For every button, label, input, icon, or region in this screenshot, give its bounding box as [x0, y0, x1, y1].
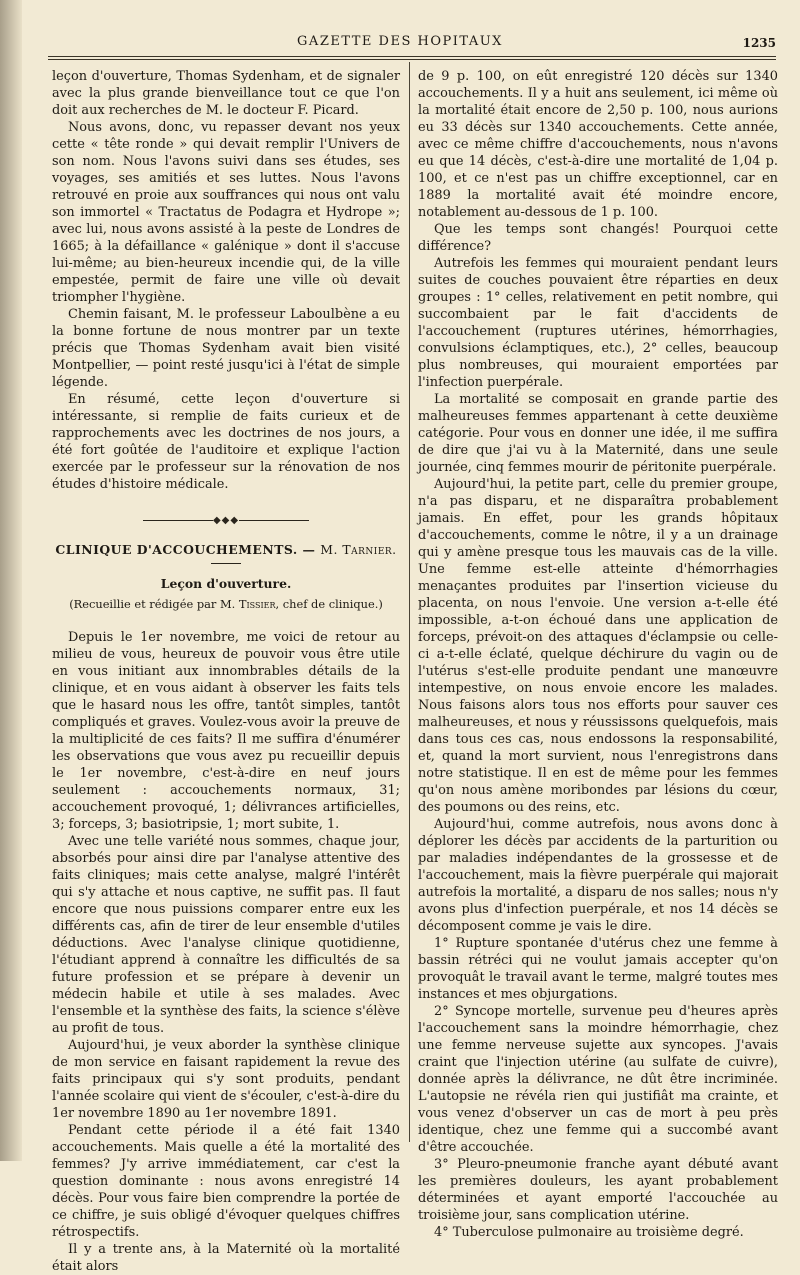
paragraph: Aujourd'hui, la petite part, celle du premier groupe, n'a pas disparu, et ne disparaîtra probablement jamais. En effet, pour les grands hôpitaux d'accouchements, comme le nôtre, il y a un drainage qui y amène presque tous les mauvais cas de la ville. Une femme est-elle atteinte d'hémorrhagies menaçantes produites par l'insertion vicieuse du placenta, on nous l'envoie. Une version a-t-elle été impossible, a-t-on échoué dans une application de forceps, prévoit-on des attaques d'éclampsie ou celle-ci a-t-elle éclaté, quelque déchirure du vagin ou de l'utérus s'est-elle produite pendant une manœuvre intempestive, on nous envoie encore les malades. Nous faisons alors tous nos efforts pour sauver ces malheureuses, et nous y réussissons quelquefois, mais dans tous ces cas, nous endossons la responsabilité, et, quand la mort survient, nous l'enregistrons dans notre statistique. Il en est de même pour les femmes qu'on nous amène moribondes par lésions du cœur, des poumons ou des reins, etc. [418, 477, 778, 815]
paragraph: leçon d'ouverture, Thomas Sydenham, et de signaler avec la plus grande bienveillance tout ce que l'on doit aux recherches de M. le docteur F. Picard. [52, 69, 400, 118]
paragraph: 4° Tuberculose pulmonaire au troisième degré. [434, 1225, 744, 1240]
paragraph: 1° Rupture spontanée d'utérus chez une femme à bassin rétréci qui ne voulut jamais accepter qu'on provoquât le travail avant le terme, malgré toutes mes instances et mes objurgations. [418, 936, 778, 1002]
section-title [52, 542, 400, 557]
paragraph: Avec une telle variété nous sommes, chaque jour, absorbés pour ainsi dire par l'analyse attentive des faits cliniques; mais cette analyse, malgré l'intérêt qui s'y attache et nous captive, ne suffit pas. Il faut encore que nous puissions comparer entre eux les différents cas, afin de tirer de leur ensemble d'utiles déductions. Avec l'analyse clinique quotidienne, l'étudiant apprend à connaître les difficultés de sa future profession et se prépare à devenir un médecin habile et utile à ses malades. Avec l'ensemble et la synthèse des faits, la science s'élève au profit de tous. [52, 834, 400, 1036]
paragraph: de 9 p. 100, on eût enregistré 120 décès sur 1340 accouchements. Il y a huit ans seulement, ici même où la mortalité était encore de 2,50 p. 100, nous aurions eu 33 décès sur 1340 accouchements. Cette année, avec ce même chiffre d'accouchements, nous n'avons eu que 14 décès, c'est-à-dire une mortalité de 1,04 p. 100, et ce n'est pas un chiffre exceptionnel, car en 1889 la mortalité avait été moindre encore, notablement au-dessous de 1 p. 100. [418, 69, 778, 220]
right-column [418, 68, 778, 1240]
paragraph: Depuis le 1er novembre, me voici de retour au milieu de vous, heureux de pouvoir vous être utile en vous initiant aux innombrables détails de la clinique, et en vous aidant à observer les faits tels que le hasard nous les offre, tantôt simples, tantôt compliqués et graves. Voulez-vous avoir la preuve de la multiplicité de ces faits? Il me suffira d'énumérer les observations que vous avez pu recueillir depuis le 1er novembre, c'est-à-dire en neuf jours seulement : accouchements normaux, 31; accouchement provoqué, 1; délivrances artificielles, 3; forceps, 3; basiotripsie, 1; mort subite, 1. [52, 630, 400, 832]
short-rule [211, 563, 241, 564]
paragraph: La mortalité se composait en grande partie des malheureuses femmes appartenant à cette deuxième catégorie. Pour vous en donner une idée, il me suffira de dire que j'ai vu à la Maternité, dans une seule journée, cinq femmes mourir de péritonite puerpérale. [418, 392, 778, 475]
column-divider [409, 62, 410, 1142]
running-header-title: GAZETTE DES HOPITAUX [297, 34, 503, 49]
byline-prefix: (Recueillie et rédigée par M. [69, 597, 236, 611]
paragraph: 3° Pleuro-pneumonie franche ayant débuté avant les premières douleurs, les ayant probablement déterminées et ayant emporté l'accouchée au troisième jour, sans complication utérine. [418, 1157, 778, 1223]
paragraph: Chemin faisant, M. le professeur Laboulbène a eu la bonne fortune de nous montrer par un texte précis que Thomas Sydenham avait bien visité Montpellier, — point resté jusqu'ici à l'état de simple légende. [52, 307, 400, 390]
section-author: M. Tarnier. [320, 542, 397, 557]
byline-name: Tissier [238, 597, 276, 611]
paragraph: Autrefois les femmes qui mouraient pendant leurs suites de couches pouvaient être réparties en deux groupes : 1° celles, relativement en petit nombre, qui succombaient par le fait d'accidents de l'accouchement (ruptures utérines, hémorrhagies, convulsions éclamptiques, etc.), 2° celles, beaucoup plus nombreuses, qui mouraient emportées par l'infection puerpérale. [418, 256, 778, 390]
paragraph: 2° Syncope mortelle, survenue peu d'heures après l'accouchement sans la moindre hémorrhagie, chez une femme nerveuse sujette aux syncopes. J'avais craint que l'injection utérine (au sulfate de cuivre), donnée après la délivrance, ne dût être incriminée. L'autopsie ne révéla rien qui justifiât ma crainte, et vous venez d'observer un cas de mort à peu près identique, chez une femme qui a succombé avant d'être accouchée. [418, 1004, 778, 1155]
paragraph: Il y a trente ans, à la Maternité où la mortalité était alors [52, 1242, 400, 1274]
page-number: 1235 [742, 36, 776, 50]
paragraph: Pendant cette période il a été fait 1340 accouchements. Mais quelle a été la mortalité des femmes? J'y arrive immédiatement, car c'est la question dominante : nous avons enregistré 14 décès. Pour vous faire bien comprendre la portée de ce chiffre, je suis obligé d'évoquer quelques chiffres rétrospectifs. [52, 1123, 400, 1240]
paragraph: En résumé, cette leçon d'ouverture si intéressante, si remplie de faits curieux et de rapprochements avec les doctrines de nos jours, a été fort goûtée de l'auditoire et explique l'action exercée par le professeur sur la rénovation de nos études d'histoire médicale. [52, 392, 400, 492]
paragraph: Aujourd'hui, comme autrefois, nous avons donc à déplorer les décès par accidents de la parturition ou par maladies indépendantes de la grossesse et de l'accouchement, mais la fièvre puerpérale qui majorait autrefois la mortalité, a disparu de nos salles; nous n'y avons plus d'infection puerpérale, et nos 14 décès se décomposent comme je vais le dire. [418, 817, 778, 934]
paragraph: Aujourd'hui, je veux aborder la synthèse clinique de mon service en faisant rapidement la revue des faits principaux qui s'y sont produits, pendant l'année scolaire qui vient de s'écouler, c'est-à-dire du 1er novembre 1890 au 1er novembre 1891. [52, 1038, 400, 1121]
paragraph: Nous avons, donc, vu repasser devant nos yeux cette « tête ronde » qui devait remplir l'Univers de son nom. Nous l'avons suivi dans ses études, ses voyages, ses amitiés et ses luttes. Nous l'avons retrouvé en proie aux souffrances qui nous ont valu son immortel « Tractatus de Podagra et Hydrope »; avec lui, nous avons assisté à la peste de Londres de 1665; à la défaillance « galénique » dont il s'accuse lui-même; au bien-heureux incendie qui, de la ville empestée, permit de faire une ville où devait triompher l'hygiène. [52, 120, 400, 305]
byline-suffix: , chef de clinique.) [275, 597, 383, 611]
lecture-title: Leçon d'ouverture. [160, 576, 292, 591]
header-rule-bottom [48, 59, 776, 60]
header-rule-top [48, 56, 776, 57]
paragraph: Que les temps sont changés! Pourquoi cette différence? [418, 222, 778, 254]
section-ornament: ◆◆◆ [52, 515, 400, 526]
left-column [52, 68, 400, 1274]
section-title-text: CLINIQUE D'ACCOUCHEMENTS. — [55, 542, 316, 557]
byline [52, 597, 400, 611]
page-binding-edge [0, 0, 22, 1161]
